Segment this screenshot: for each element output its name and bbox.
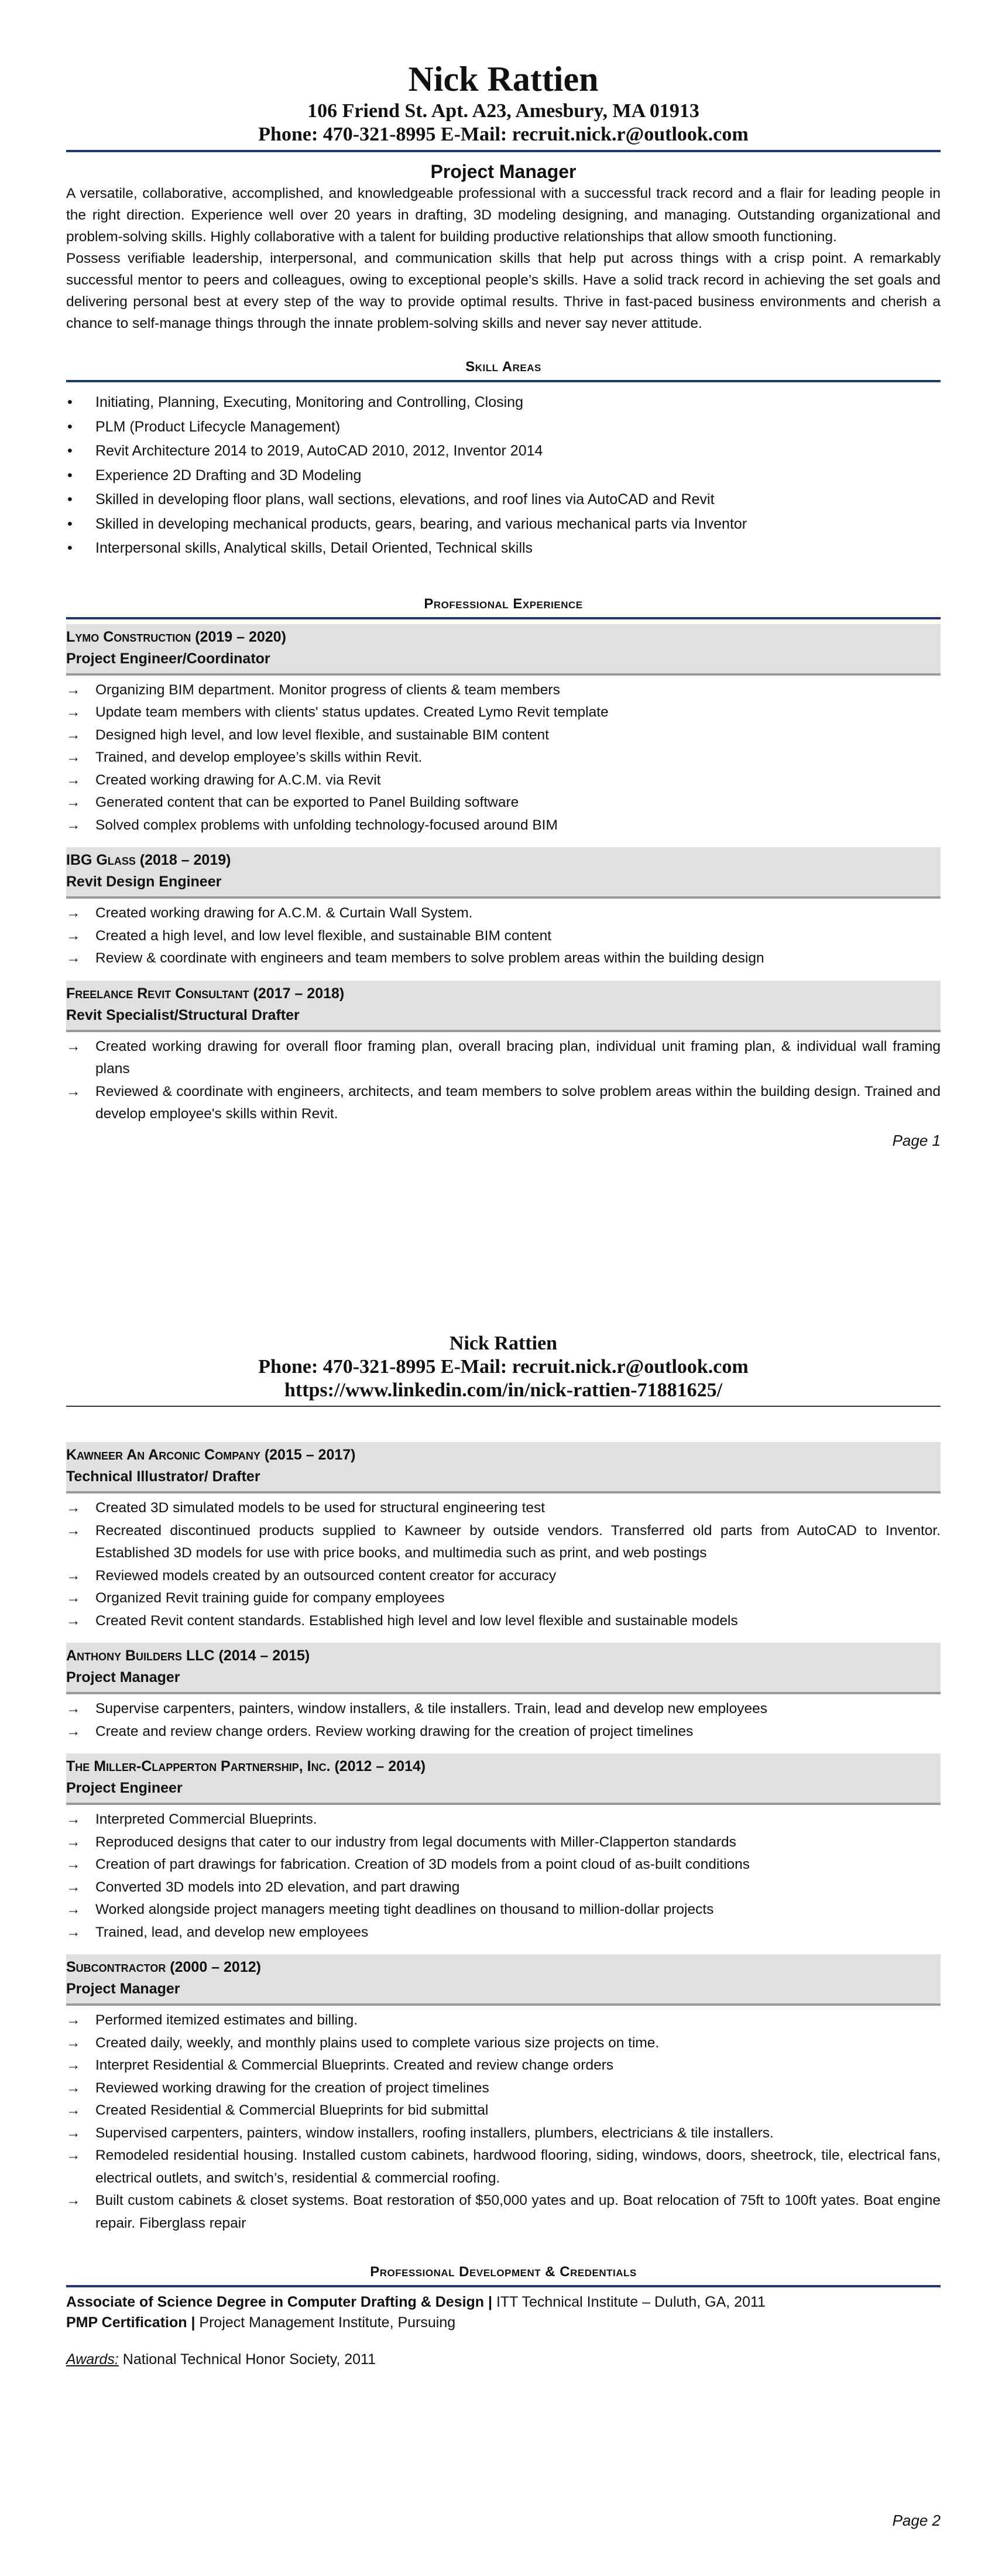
job-header	[66, 1753, 941, 1805]
arrow-icon: →	[66, 2012, 81, 2028]
certification-detail: Project Management Institute, Pursuing	[195, 2314, 456, 2331]
arrow-icon: →	[66, 1879, 81, 1895]
page-1	[66, 59, 941, 1150]
arrow-icon: →	[66, 1590, 81, 1606]
certification-line	[66, 2313, 941, 2333]
arrow-icon: →	[66, 1701, 81, 1717]
arrow-icon: →	[66, 727, 81, 743]
list-item: → Supervised carpenters, painters, window installers, roofing installers, plumbers, electricians & tile installers.	[66, 2122, 941, 2145]
arrow-icon: →	[66, 1500, 81, 1516]
job-company: Freelance Revit Consultant (2017 – 2018)	[66, 985, 345, 1002]
summary-paragraph-1: A versatile, collaborative, accomplished, and knowledgeable professional with a successful track record and a flair for leading people in the right direction. Experience well over 20 years in drafting, 3D modeling designing, and managing. Outstanding organizational and problem-solving skills. Highly collaborative with a talent for building productive relationships that allow smooth functioning.	[66, 186, 941, 245]
arrow-icon: →	[66, 1834, 81, 1850]
job-company: Lymo Construction (2019 – 2020)	[66, 628, 286, 645]
skills-heading: Skill Areas	[465, 359, 541, 375]
list-item: → Supervise carpenters, painters, window installers, & tile installers. Train, lead and develop new employees	[66, 1698, 941, 1721]
list-item: → Created working drawing for overall floor framing plan, overall bracing plan, individual unit framing plan, & individual wall framing plans	[66, 1036, 941, 1081]
list-item: → Solved complex problems with unfolding technology-focused around BIM	[66, 814, 941, 837]
bullet-icon: •	[67, 491, 73, 508]
arrow-icon: →	[66, 1811, 81, 1827]
job-company: The Miller-Clapperton Partnership, Inc. (2012 – 2014)	[66, 1758, 426, 1775]
arrow-icon: →	[66, 905, 81, 921]
job-bullets	[66, 1036, 941, 1126]
arrow-icon: →	[66, 704, 81, 720]
arrow-icon: →	[66, 1856, 81, 1872]
bullet-icon: •	[67, 515, 73, 532]
bullet-icon: •	[67, 418, 73, 435]
degree-school: ITT Technical Institute – Duluth, GA, 2011	[492, 2294, 766, 2310]
candidate-name: Nick Rattien	[449, 1332, 558, 1354]
list-item: → Interpreted Commercial Blueprints.	[66, 1808, 941, 1831]
job-company: Anthony Builders LLC (2014 – 2015)	[66, 1647, 310, 1664]
arrow-icon: →	[66, 1924, 81, 1940]
list-item: → Worked alongside project managers meeting tight deadlines on thousand to million-dollar projects	[66, 1899, 941, 1921]
job-role: Project Engineer	[66, 1780, 183, 1796]
list-item: → Create and review change orders. Review working drawing for the creation of project timelines	[66, 1721, 941, 1743]
list-item: → Generated content that can be exported to Panel Building software	[66, 792, 941, 814]
experience-heading: Professional Experience	[424, 595, 583, 612]
job-role: Project Manager	[66, 1981, 180, 1997]
skills-list	[66, 390, 941, 561]
list-item: → Reviewed working drawing for the creation of project timelines	[66, 2077, 941, 2100]
job-title: Project Manager	[430, 161, 577, 182]
contact-line: Phone: 470-321-8995 E-Mail: recruit.nick.r@outlook.com	[258, 1356, 749, 1378]
list-item: → Created daily, weekly, and monthly plains used to complete various size projects on time.	[66, 2032, 941, 2055]
page-number: Page 2	[892, 2512, 941, 2529]
list-item: → Interpret Residential & Commercial Blueprints. Created and review change orders	[66, 2054, 941, 2077]
list-item: → Built custom cabinets & closet systems. Boat restoration of $50,000 yates and up. Boat relocation of 75ft to 100ft yates. Boat engine repair. Fiberglass repair	[66, 2190, 941, 2235]
arrow-icon: →	[66, 927, 81, 944]
summary-paragraph-2: Possess verifiable leadership, interpersonal, and communication skills that help put across things with a crisp point. A remarkably successful mentor to peers and colleagues, owing to exceptional people’s skills. Have a solid track record in achieving the set goals and delivering personal best at every step of the way to provide optimal results. Thrive in fast-paced business environments and cherish a chance to self-manage things through the innate problem-solving skills and never say never attitude.	[66, 251, 941, 331]
arrow-icon: →	[66, 1038, 81, 1054]
bullet-icon: •	[67, 467, 73, 484]
credentials-heading: Professional Development & Credentials	[370, 2264, 637, 2280]
list-item: • Skilled in developing mechanical products, gears, bearing, and various mechanical parts via Inventor	[66, 512, 941, 537]
list-item: → Converted 3D models into 2D elevation, and part drawing	[66, 1876, 941, 1899]
job-role: Project Manager	[66, 1669, 180, 1686]
arrow-icon: →	[66, 681, 81, 698]
job-role: Revit Specialist/Structural Drafter	[66, 1006, 300, 1023]
header-rule	[66, 1406, 941, 1407]
arrow-icon: →	[66, 1522, 81, 1539]
bullet-icon: •	[67, 443, 73, 459]
list-item: → Created Residential & Commercial Blueprints for bid submittal	[66, 2099, 941, 2122]
arrow-icon: →	[66, 1567, 81, 1584]
list-item: → Creation of part drawings for fabrication. Creation of 3D models from a point cloud of as-built conditions	[66, 1854, 941, 1876]
job-bullets	[66, 679, 941, 837]
list-item: → Recreated discontinued products supplied to Kawneer by outside vendors. Transferred old parts from AutoCAD to Inventor. Established 3D models for use with price books, and multimedia such as print, and web postings	[66, 1520, 941, 1565]
job-header	[66, 981, 941, 1032]
arrow-icon: →	[66, 2057, 81, 2073]
list-item: → Designed high level, and low level flexible, and sustainable BIM content	[66, 724, 941, 747]
arrow-icon: →	[66, 2147, 81, 2163]
bullet-icon: •	[67, 540, 73, 556]
job-header	[66, 1643, 941, 1694]
address: 106 Friend St. Apt. A23, Amesbury, MA 01913	[307, 100, 699, 122]
skills-rule	[66, 380, 941, 382]
arrow-icon: →	[66, 1902, 81, 1917]
awards-label: Awards:	[66, 2351, 119, 2368]
header-rule	[66, 150, 941, 152]
job-bullets	[66, 1808, 941, 1944]
job-bullets	[66, 2009, 941, 2235]
certification-name: PMP Certification |	[66, 2314, 195, 2331]
arrow-icon: →	[66, 2034, 81, 2051]
arrow-icon: →	[66, 749, 81, 765]
job-company: IBG Glass (2018 – 2019)	[66, 852, 231, 868]
list-item: → Reviewed & coordinate with engineers, architects, and team members to solve problem areas within the building design. Trained and develop employee's skills within Revit.	[66, 1081, 941, 1126]
job-bullets	[66, 902, 941, 970]
awards-line	[66, 2349, 941, 2370]
page-2	[66, 1332, 941, 2370]
list-item: • Skilled in developing floor plans, wall sections, elevations, and roof lines via AutoCAD and Revit	[66, 488, 941, 512]
job-role: Project Engineer/Coordinator	[66, 650, 270, 667]
list-item: → Created a high level, and low level flexible, and sustainable BIM content	[66, 925, 941, 948]
job-bullets	[66, 1497, 941, 1632]
arrow-icon: →	[66, 2125, 81, 2141]
arrow-icon: →	[66, 2080, 81, 2096]
job-bullets	[66, 1698, 941, 1743]
list-item: → Reviewed models created by an outsourced content creator for accuracy	[66, 1565, 941, 1588]
arrow-icon: →	[66, 950, 81, 966]
awards-text: National Technical Honor Society, 2011	[118, 2351, 376, 2368]
list-item: → Trained, and develop employee’s skills within Revit.	[66, 746, 941, 769]
list-item: • Revit Architecture 2014 to 2019, AutoCAD 2010, 2012, Inventor 2014	[66, 439, 941, 464]
arrow-icon: →	[66, 794, 81, 810]
list-item: → Created Revit content standards. Established high level and low level flexible and sustainable models	[66, 1610, 941, 1633]
list-item: → Organized Revit training guide for company employees	[66, 1587, 941, 1610]
candidate-name: Nick Rattien	[408, 60, 599, 98]
arrow-icon: →	[66, 1723, 81, 1739]
degree-line	[66, 2292, 941, 2313]
list-item: → Performed itemized estimates and billing.	[66, 2009, 941, 2032]
list-item: → Created 3D simulated models to be used for structural engineering test	[66, 1497, 941, 1520]
job-header	[66, 847, 941, 899]
list-item: • PLM (Product Lifecycle Management)	[66, 415, 941, 440]
job-company: Subcontractor (2000 – 2012)	[66, 1959, 261, 1975]
arrow-icon: →	[66, 1083, 81, 1099]
list-item: → Reproduced designs that cater to our industry from legal documents with Miller-Clapperton standards	[66, 1831, 941, 1854]
arrow-icon: →	[66, 1612, 81, 1629]
list-item: → Trained, lead, and develop new employees	[66, 1921, 941, 1944]
arrow-icon: →	[66, 817, 81, 833]
list-item: • Interpersonal skills, Analytical skills, Detail Oriented, Technical skills	[66, 536, 941, 561]
job-header	[66, 1442, 941, 1493]
page-number: Page 1	[892, 1131, 941, 1149]
list-item: → Remodeled residential housing. Installed custom cabinets, hardwood flooring, siding, windows, doors, sheetrock, tile, electrical fans, electrical outlets, and switch’s, residential & commercial roofing.	[66, 2145, 941, 2190]
list-item: → Created working drawing for A.C.M. & Curtain Wall System.	[66, 902, 941, 925]
arrow-icon: →	[66, 2102, 81, 2118]
arrow-icon: →	[66, 772, 81, 788]
list-item: • Experience 2D Drafting and 3D Modeling	[66, 464, 941, 488]
bullet-icon: •	[67, 394, 73, 410]
linkedin-url[interactable]: https://www.linkedin.com/in/nick-rattien-71881625/	[284, 1379, 723, 1401]
experience-rule	[66, 617, 941, 619]
job-header	[66, 1954, 941, 2006]
list-item: → Organizing BIM department. Monitor progress of clients & team members	[66, 679, 941, 702]
degree-name: Associate of Science Degree in Computer Drafting & Design |	[66, 2294, 492, 2310]
job-role: Revit Design Engineer	[66, 873, 222, 890]
job-header	[66, 624, 941, 676]
job-role: Technical Illustrator/ Drafter	[66, 1468, 260, 1485]
list-item: → Review & coordinate with engineers and team members to solve problem areas within the building design	[66, 947, 941, 970]
list-item: → Update team members with clients' status updates. Created Lymo Revit template	[66, 701, 941, 724]
list-item: → Created working drawing for A.C.M. via Revit	[66, 769, 941, 792]
arrow-icon: →	[66, 2193, 81, 2208]
credentials-rule	[66, 2285, 941, 2287]
list-item: • Initiating, Planning, Executing, Monitoring and Controlling, Closing	[66, 390, 941, 415]
contact-line: Phone: 470-321-8995 E-Mail: recruit.nick.r@outlook.com	[258, 124, 749, 145]
job-company: Kawneer An Arconic Company (2015 – 2017)	[66, 1447, 356, 1463]
